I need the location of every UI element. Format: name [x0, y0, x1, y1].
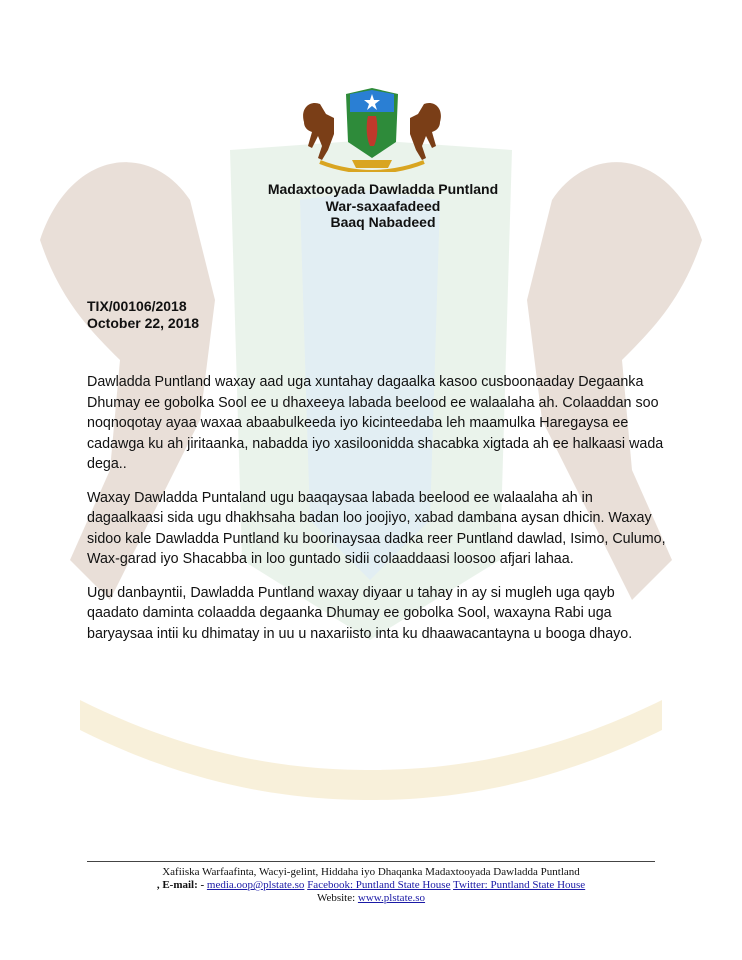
footer-divider — [87, 861, 655, 862]
paragraph-2: Waxay Dawladda Puntaland ugu baaqaysaa labada beelood ee walaalaha ah in dagaalkaasi sida ugu dhakhsaha badan loo joojiyo, xabad dambana aysan dhicin. Waxay sidoo kale Dawladda Puntland ku boorinaysaa dadka reer Puntland dawlad, Isimo, Culumo, Wax-garad iyo Shacabba in loo guntado sidii colaaddaasi loosoo afjari lahaa. — [87, 489, 666, 567]
email-label: , E-mail: - — [156, 879, 207, 891]
reference-number: TIX/00106/2018 — [87, 298, 187, 314]
footer-office: Xafiiska Warfaafinta, Wacyi-gelint, Hiddaha iyo Dhaqanka Madaxtooyada Dawladda Puntland — [162, 866, 580, 878]
document-subject: Baaq Nabadeed — [330, 214, 436, 230]
footer — [87, 866, 655, 905]
website-label: Website: — [316, 892, 358, 904]
website-link[interactable]: www.plstate.so — [357, 892, 426, 904]
facebook-link[interactable]: Facebook: Puntland State House — [307, 879, 451, 891]
twitter-link[interactable]: Twitter: Puntland State House — [453, 879, 586, 891]
office-title: Madaxtooyada Dawladda Puntland — [267, 181, 499, 197]
paragraph-1: Dawladda Puntland waxay aad uga xuntahay dagaalka kasoo cusboonaaday Degaanka Dhumay ee gobolka Sool ee u dhaxeeya labada beelood ee walaalaha ah. Colaaddan soo noqnoqotay ayaa waxaa abaabulkeeda iyo kicinteedaba leh maamulka Haregaysa ee cadawga ku ah jiritaanka, nabadda iyo xasiloonidda shacabka xigtada ah ee halkaasi wada dega.. — [87, 374, 664, 472]
email-link[interactable]: media.oop@plstate.so — [206, 879, 305, 891]
puntland-coat-of-arms — [290, 84, 454, 172]
footer-website — [87, 892, 655, 905]
paragraph-3: Ugu danbayntii, Dawladda Puntland waxay diyaar u tahay in ay si mugleh uga qayb qaadato daminta colaadda degaanka Dhumay ee gobolka Sool, waxayna Rabi uga baryaysaa intii ku dhimatay in uu u naxariisto inta ku dhaawacantayna u booga dhayo. — [87, 584, 633, 642]
document-header — [0, 181, 742, 231]
reference-block — [87, 298, 199, 331]
document-type: War-saxaafadeed — [325, 197, 441, 214]
statement-body — [87, 372, 667, 657]
footer-contacts — [87, 879, 655, 892]
document-date: October 22, 2018 — [87, 314, 200, 331]
